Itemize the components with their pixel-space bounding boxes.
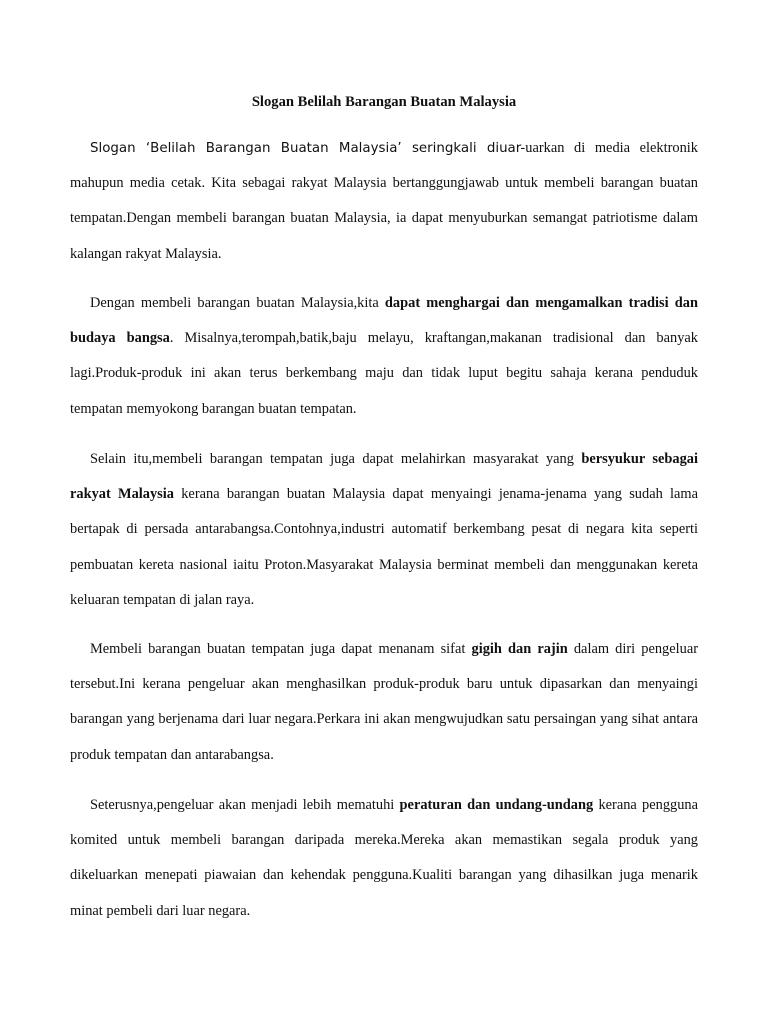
paragraph-2 [70,286,698,427]
paragraph-3-text-a: Selain itu,membeli barangan tempatan juga dapat melahirkan masyarakat yang [90,451,582,467]
paragraph-2-bold-text: dapat menghargai dan mengamalkan tradisi dan budaya bangsa [70,295,698,347]
paragraph-5 [70,788,698,929]
paragraph-2-text-b: . Misalnya,terompah,batik,baju melayu, kraftangan,makanan tradisional dan banyak lagi.Produk-produk ini akan terus berkembang maju dan tidak luput begitu sahaja kerana penduduk tempatan memyokong barangan buatan tempatan. [70,330,698,417]
paragraph-1 [70,131,698,272]
paragraph-4-text-a: Membeli barangan buatan tempatan juga dapat menanam sifat [90,641,472,657]
paragraph-3-bold-text: bersyukur sebagai rakyat Malaysia [70,451,698,503]
paragraph-4-text-b: dalam diri pengeluar tersebut.Ini kerana pengeluar akan menghasilkan produk-produk baru untuk dipasarkan dan menyaingi barangan yang berjenama dari luar negara.Perkara ini akan mengwujudkan satu persaingan yang sihat antara produk tempatan dan antarabangsa. [70,641,699,763]
paragraph-4-bold-text: gigih dan rajin [471,641,568,657]
paragraph-2-text-a: Dengan membeli barangan buatan Malaysia,kita [90,295,385,311]
paragraph-5-bold-text: peraturan dan undang-undang [399,797,594,813]
document-title: Slogan Belilah Barangan Buatan Malaysia [251,94,517,110]
paragraph-5-text-b: kerana pengguna komited untuk membeli barangan daripada mereka.Mereka akan memastikan segala produk yang dikeluarkan menepati piawaian dan kehendak pengguna.Kualiti barangan yang dihasilkan juga menarik minat pembeli dari luar negara. [70,797,698,919]
paragraph-4 [70,632,698,773]
paragraph-1-text-a: Slogan ‘Belilah Barangan Buatan Malaysia’ seringkali diuar- [90,141,526,156]
paragraph-3 [70,442,698,618]
paragraph-3-text-b: kerana barangan buatan Malaysia dapat menyaingi jenama-jenama yang sudah lama bertapak di persada antarabangsa.Contohnya,industri automatif berkembang pesat di negara kita seperti pembuatan kereta nasional iaitu Proton.Masyarakat Malaysia berminat membeli dan menggunakan kereta keluaran tempatan di jalan raya. [70,486,698,608]
paragraph-1-text-b: uarkan di media elektronik mahupun media cetak. Kita sebagai rakyat Malaysia bertanggungjawab untuk membeli barangan buatan tempatan.Dengan membeli barangan buatan Malaysia, ia dapat menyuburkan semangat patriotisme dalam kalangan rakyat Malaysia. [70,140,698,262]
paragraph-5-text-a: Seterusnya,pengeluar akan menjadi lebih mematuhi [90,797,400,813]
